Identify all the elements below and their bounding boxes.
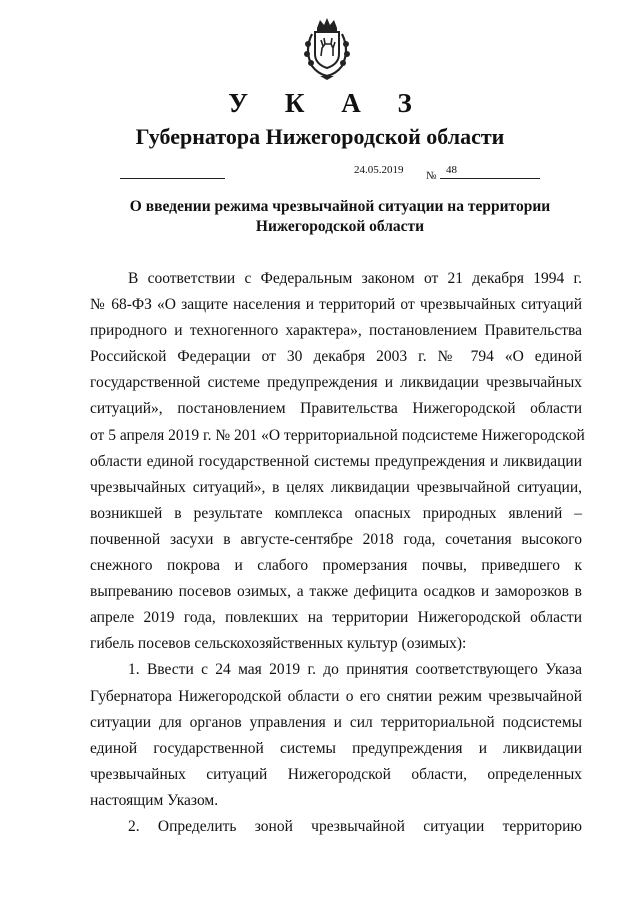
text-line: № 68-ФЗ «О защите населения и территорий от чрезвычайных ситуаций — [90, 296, 582, 314]
text-line: чрезвычайных ситуаций Нижегородской области, определенных — [90, 765, 582, 783]
text-line: настоящим Указом. — [90, 791, 219, 809]
number-line-right — [440, 178, 540, 179]
text-line: возникшей в результате комплекса опасных природных явлений – — [90, 504, 582, 522]
text-line: Губернатора Нижегородской области о его снятии режим чрезвычайной — [90, 687, 582, 705]
text-line: 2. Определить зоной чрезвычайной ситуации территорию — [128, 817, 582, 835]
text-line: почвенной засухи в августе-сентябре 2018 года, сочетания высокого — [90, 530, 582, 548]
text-line: чрезвычайных ситуаций», в целях ликвидации чрезвычайной ситуации, — [90, 478, 582, 496]
paragraph-item-1 — [90, 657, 582, 814]
text-line: Российской Федерации от 30 декабря 2003 г. № 794 «О единой — [90, 348, 582, 366]
document-body — [90, 266, 585, 840]
text-line: апреле 2019 года, повлекших на территории Нижегородской области — [90, 609, 582, 627]
document-number: 48 — [446, 164, 457, 176]
text-line: 1. Ввести с 24 мая 2019 г. до принятия соответствующего Указа — [128, 661, 582, 679]
text-line: природного и техногенного характера», постановлением Правительства — [90, 322, 582, 340]
paragraph-preamble — [90, 266, 585, 657]
number-sign: № — [426, 170, 437, 182]
text-line: государственной системе предупреждения и ликвидации чрезвычайных — [90, 374, 582, 392]
text-line: ситуаций», постановлением Правительства Нижегородской области — [90, 400, 582, 418]
heading-line-2: Нижегородской области — [255, 218, 425, 235]
heading-line-1: О введении режима чрезвычайной ситуации на территории — [129, 198, 551, 215]
date-line-left — [120, 178, 225, 179]
text-line: гибель посевов сельскохозяйственных культур (озимых): — [90, 635, 467, 653]
document-title: У К А З — [228, 88, 427, 118]
document-heading — [90, 197, 590, 237]
text-line: выпреванию посевов озимых, а также дефицита осадков и заморозков в — [90, 583, 582, 601]
document-subtitle: Губернатора Нижегородской области — [135, 124, 505, 149]
text-line: снежного покрова и слабого промерзания почвы, приведшего к — [90, 557, 582, 575]
text-line: области единой государственной системы предупреждения и ликвидации — [90, 452, 582, 470]
text-line: ситуации для органов управления и сил территориальной подсистемы — [90, 713, 582, 731]
paragraph-item-2 — [90, 814, 582, 840]
coat-of-arms-icon — [298, 16, 356, 82]
document-date: 24.05.2019 — [354, 164, 404, 176]
text-line: от 5 апреля 2019 г. № 201 «О территориальной подсистеме Нижегородской — [90, 426, 585, 444]
text-line: единой государственной системы предупреждения и ликвидации — [90, 739, 582, 757]
text-line: В соответствии с Федеральным законом от 21 декабря 1994 г. — [128, 270, 582, 287]
